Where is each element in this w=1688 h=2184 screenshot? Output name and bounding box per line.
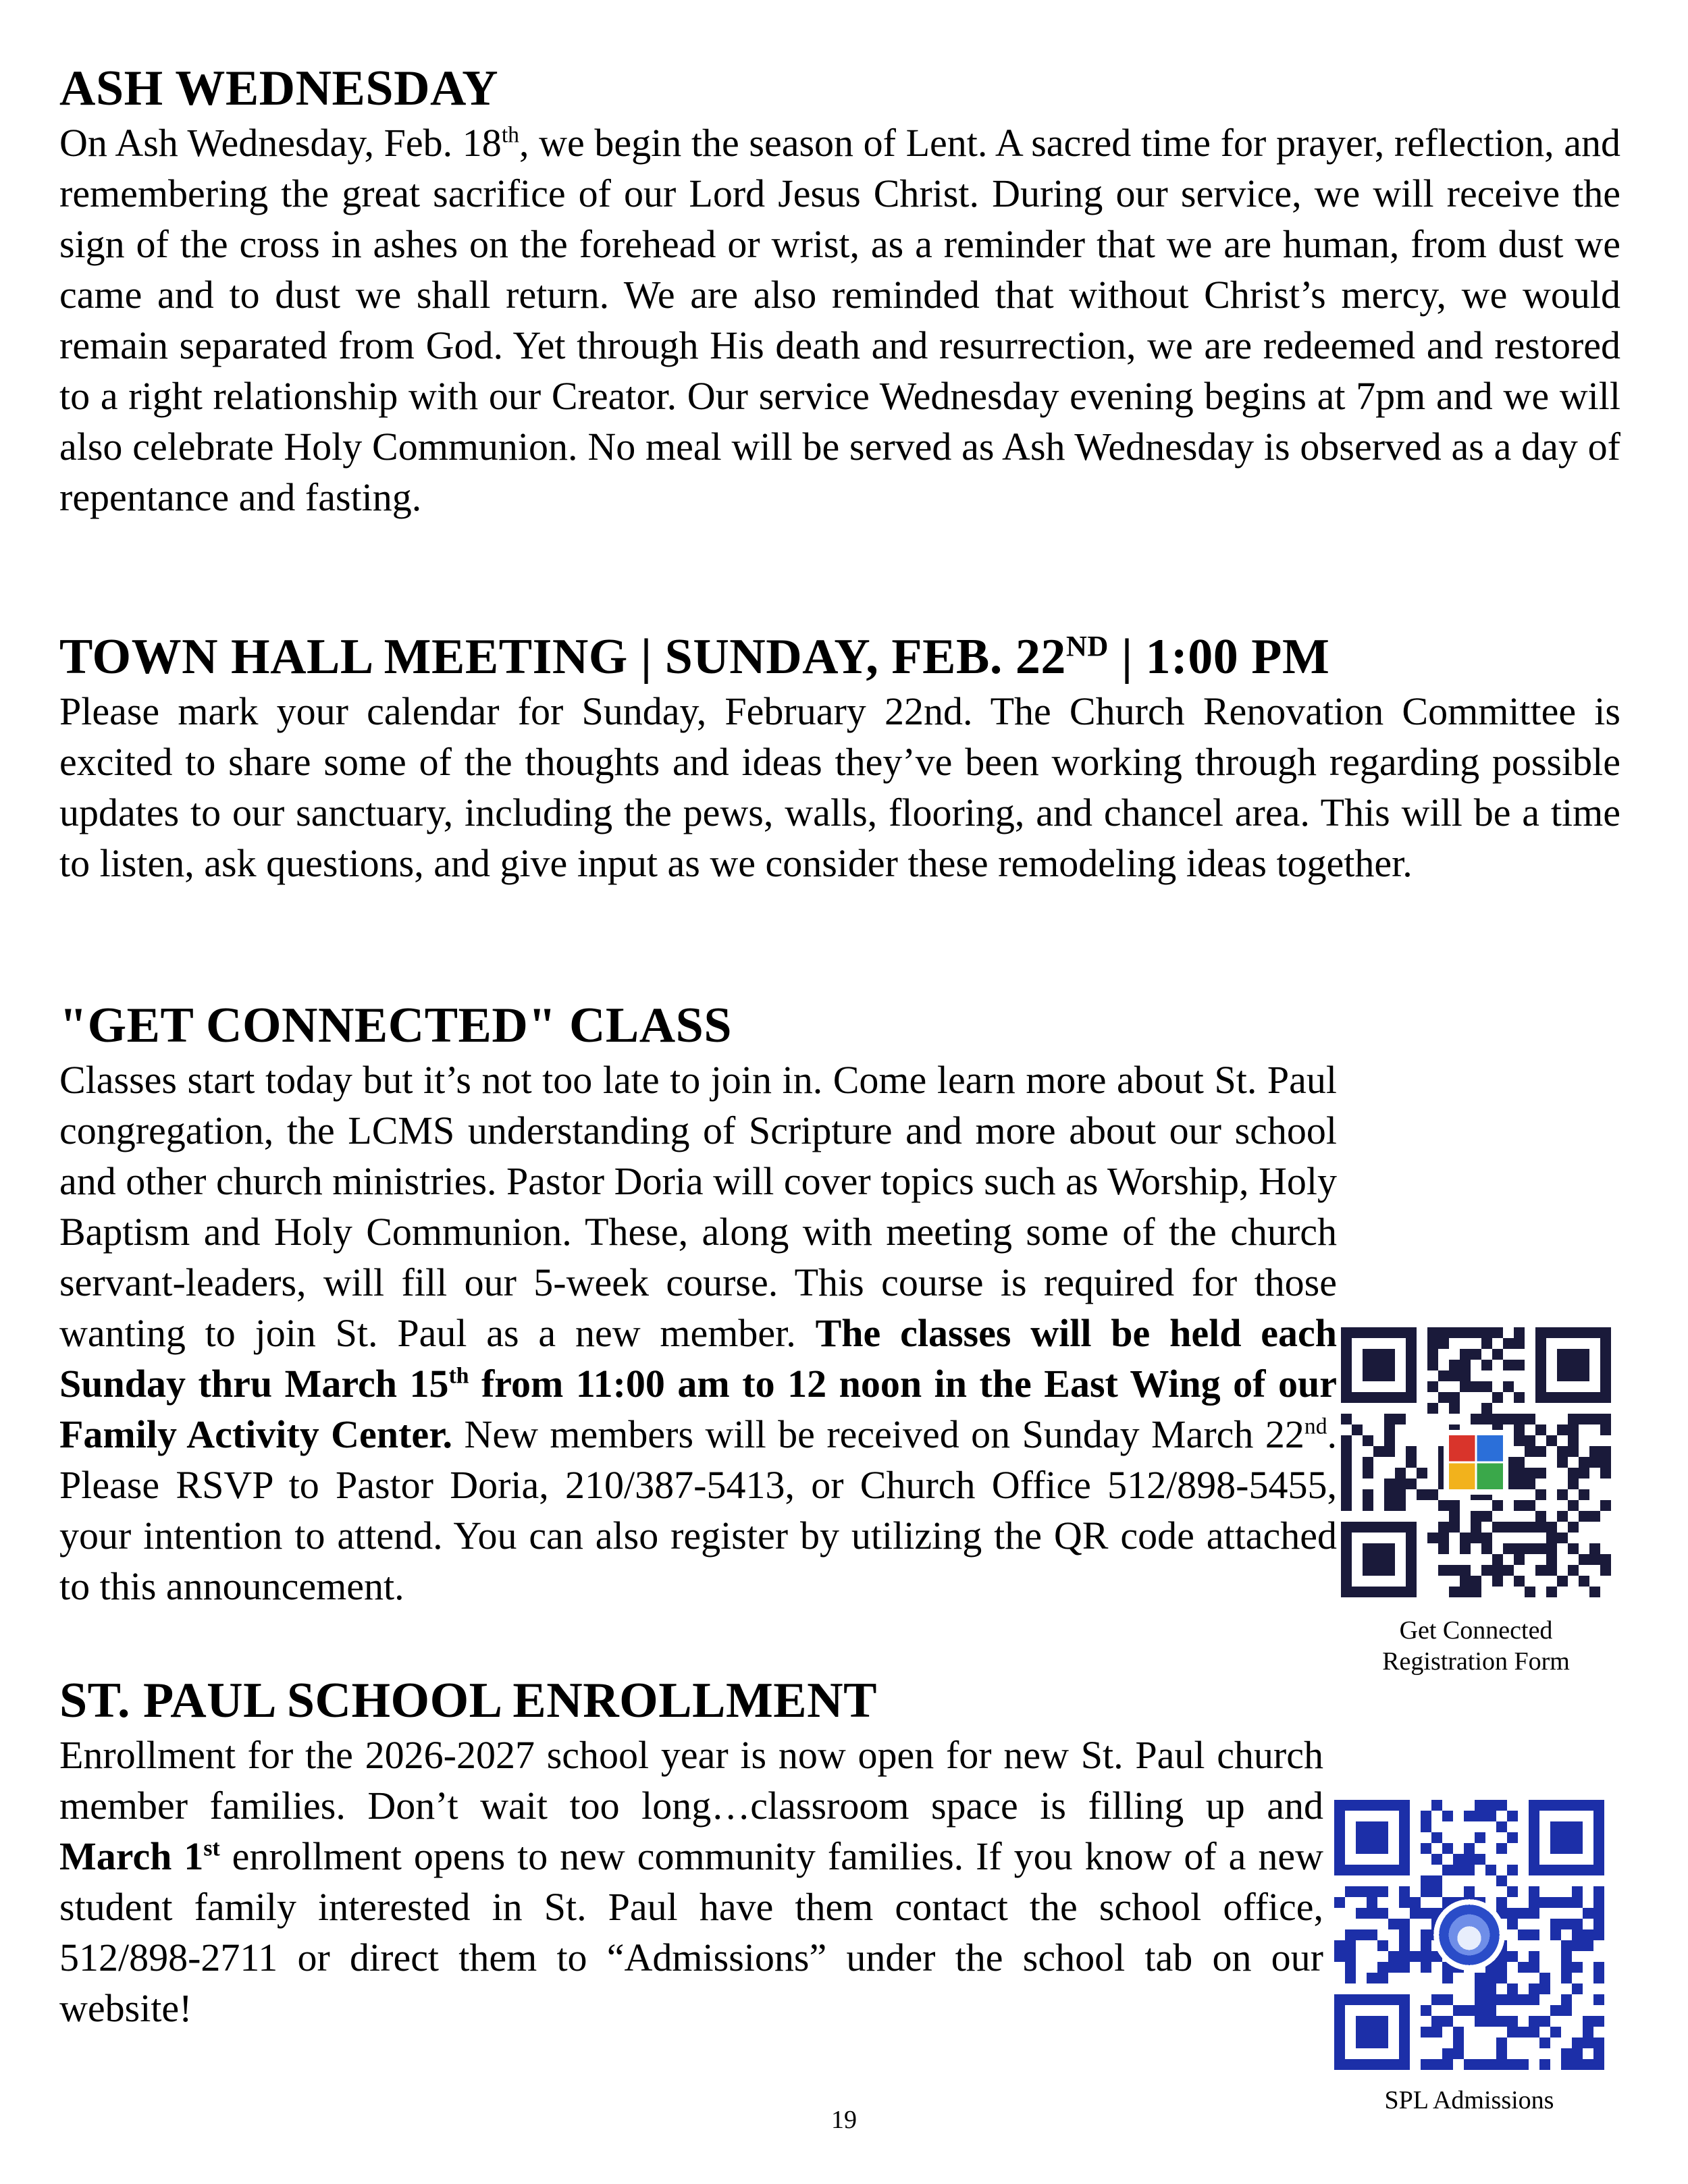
admissions-qr-code[interactable] bbox=[1334, 1800, 1604, 2070]
get-connected-qr-caption-1: Get Connected bbox=[1399, 1616, 1553, 1645]
get-connected-qr-code[interactable] bbox=[1341, 1327, 1611, 1597]
town-hall-title-sup: ND bbox=[1065, 631, 1109, 663]
ash-wednesday-body bbox=[59, 117, 1620, 523]
get-connected-sup: nd bbox=[1304, 1414, 1327, 1439]
school-bold bbox=[59, 1834, 220, 1878]
school-title: ST. PAUL SCHOOL ENROLLMENT bbox=[59, 1673, 877, 1728]
town-hall-title-a: TOWN HALL MEETING | SUNDAY, FEB. 22 bbox=[59, 629, 1066, 685]
puzzle-logo-icon bbox=[1444, 1430, 1508, 1495]
get-connected-qr-figure bbox=[1334, 1327, 1618, 1677]
get-connected-qr-caption-2: Registration Form bbox=[1382, 1647, 1570, 1676]
ash-wednesday-text-1: On Ash Wednesday, Feb. 18 bbox=[59, 121, 502, 165]
admissions-qr-figure bbox=[1327, 1800, 1611, 2116]
get-connected-text-2: New members will be received on Sunday March 22 bbox=[452, 1412, 1304, 1456]
school-text-1: Enrollment for the 2026-2027 school year is now open for new St. Paul church member families. Don’t wait too long…classroom space is filling up and bbox=[59, 1733, 1323, 1828]
ash-wednesday-sup: th bbox=[501, 122, 519, 148]
ash-wednesday-text-2: , we begin the season of Lent. A sacred time for prayer, reflection, and remembering the great sacrifice of our Lord Jesus Christ. During our service, we will receive the sign of the cross in ashes on the forehead or wrist, as a reminder that we are human, from dust we came and to dust we shall return. We are also reminded that without Christ’s mercy, we would remain separated from God. Yet through His death and resurrection, we are redeemed and restored to a right relationship with our Creator. Our service Wednesday evening begins at 7pm and we will also celebrate Holy Communion. No meal will be served as Ash Wednesday is observed as a day of repentance and fasting. bbox=[59, 121, 1620, 519]
town-hall-section bbox=[59, 628, 1620, 888]
town-hall-title-b: | 1:00 PM bbox=[1108, 629, 1330, 685]
school-text-2: enrollment opens to new community families. If you know of a new student family interested in St. Paul have them contact the school office, 512/898-2711 or direct them to “Admissions” under the school tab on our website! bbox=[59, 1834, 1323, 2030]
ash-wednesday-section bbox=[59, 59, 1620, 523]
get-connected-text-1: Classes start today but it’s not too late to join in. Come learn more about St. Paul congregation, the LCMS understanding of Scripture and more about our school and other church ministries. Pastor Doria will cover topics such as Worship, Holy Baptism and Holy Communion. These, along with meeting some of the church servant-leaders, will fill our 5-week course. This course is required for those wanting to join St. Paul as a new member. bbox=[59, 1058, 1337, 1355]
admissions-qr-caption: SPL Admissions bbox=[1384, 2086, 1554, 2114]
ash-wednesday-title: ASH WEDNESDAY bbox=[59, 61, 499, 116]
get-connected-bold-1: The classes will be held each Sunday thru March 15 bbox=[59, 1311, 1338, 1406]
get-connected-bold-sup: th bbox=[448, 1363, 469, 1389]
school-bold-text: March 1 bbox=[59, 1834, 204, 1878]
town-hall-body: Please mark your calendar for Sunday, February 22nd. The Church Renovation Committee is excited to share some of the thoughts and ideas they’ve been working through regarding possible updates to our sanctuary, including the pews, walls, flooring, and chancel area. This will be a time to listen, ask questions, and give input as we consider these remodeling ideas together. bbox=[59, 689, 1620, 885]
get-connected-text-3: . Please RSVP to Pastor Doria, 210/387-5413, or Church Office 512/898-5455, your intention to attend. You can also register by utilizing the QR code attached to this announcement. bbox=[59, 1412, 1337, 1608]
get-connected-title: "GET CONNECTED" CLASS bbox=[59, 998, 732, 1053]
page-number: 19 bbox=[831, 2106, 857, 2134]
school-bold-sup: st bbox=[203, 1836, 220, 1861]
town-hall-title bbox=[59, 628, 1620, 686]
lion-logo-icon bbox=[1433, 1899, 1505, 1971]
get-connected-bold-2: from 11:00 am to 12 noon in the East Wing of our Family Activity Center. bbox=[59, 1362, 1337, 1456]
